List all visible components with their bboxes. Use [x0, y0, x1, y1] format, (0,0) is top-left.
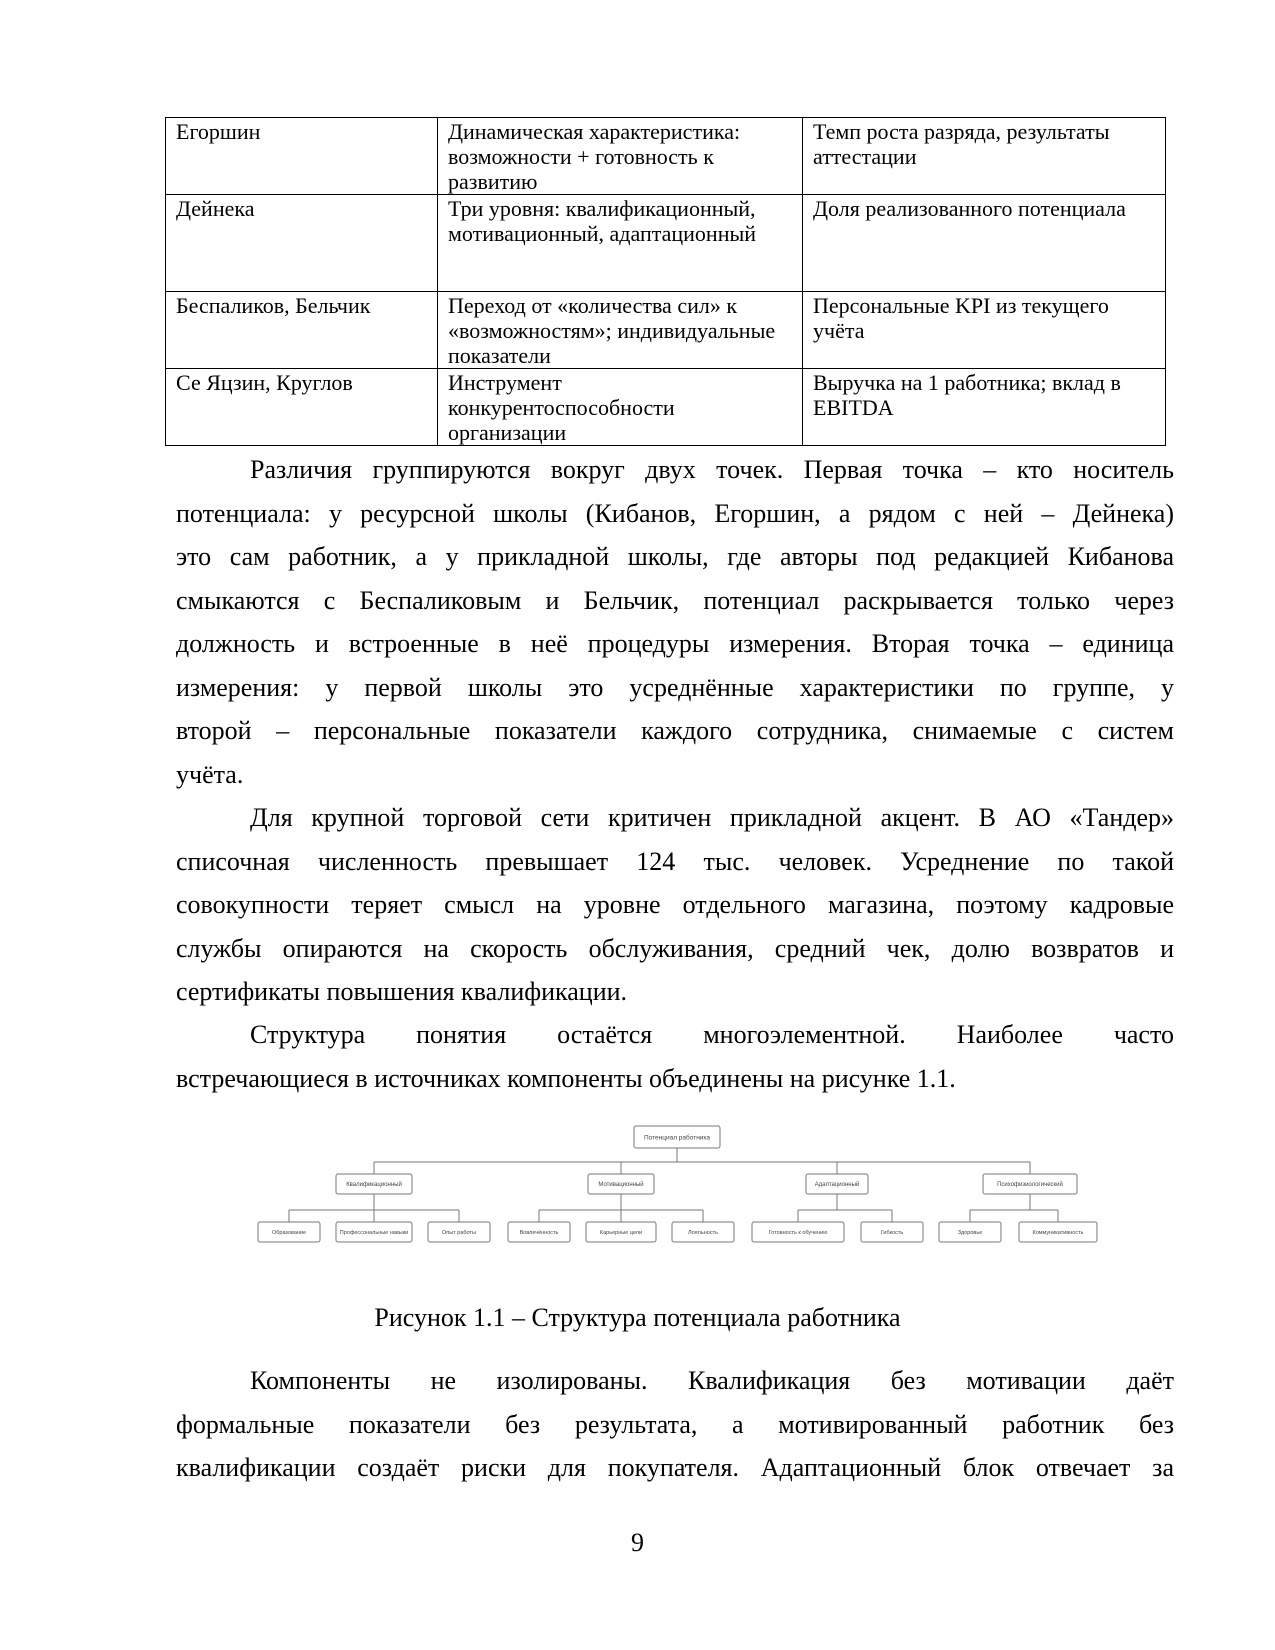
- text-line: это сам работник, а у прикладной школы, где авторы под редакцией Кибанова: [176, 542, 1174, 571]
- table-row: [166, 118, 1166, 195]
- text-line: встречающиеся в источниках компоненты объединены на рисунке 1.1.: [176, 1063, 956, 1093]
- table-cell-author: Дейнека: [166, 195, 438, 292]
- diagram-child-label: Гибкость: [880, 1229, 904, 1236]
- table-cell-author: Егоршин: [166, 118, 438, 195]
- text-line: совокупности теряет смысл на уровне отдельного магазина, поэтому кадровые: [176, 890, 1174, 919]
- text-line: Структура понятия остаётся многоэлементной. Наиболее часто: [250, 1020, 1174, 1049]
- diagram-group-label: Адаптационный: [814, 1182, 860, 1189]
- table-cell-concept: Три уровня: квалификационный, мотивационный, адаптационный: [438, 195, 803, 292]
- text-line: должность и встроенные в неё процедуры измерения. Вторая точка – единица: [176, 629, 1174, 658]
- text-line: Различия группируются вокруг двух точек. Первая точка – кто носитель: [250, 455, 1174, 484]
- diagram-child-label: Коммуникативность: [1032, 1229, 1084, 1236]
- paragraph-tander: [176, 796, 1174, 1014]
- table-cell-measure: Выручка на 1 работника; вклад в EBITDA: [803, 369, 1166, 446]
- table-row: [166, 369, 1166, 446]
- text-line: потенциала: у ресурсной школы (Кибанов, Егоршин, а рядом с ней – Дейнека): [176, 498, 1174, 528]
- text-line: второй – персональные показатели каждого сотрудника, снимаемые с систем: [176, 716, 1174, 745]
- text-line: квалификации создаёт риски для покупателя. Адаптационный блок отвечает за: [176, 1453, 1174, 1482]
- table-cell-concept: Динамическая характеристика: возможности + готовность к развитию: [438, 118, 803, 195]
- paragraph-structure: [176, 1013, 1174, 1100]
- diagram-child-label: Здоровье: [957, 1229, 983, 1236]
- paragraph-components: [176, 1359, 1174, 1490]
- table-cell-measure: Персональные KPI из текущего учёта: [803, 292, 1166, 369]
- comparison-table: [165, 117, 1166, 446]
- text-line: Компоненты не изолированы. Квалификация без мотивации даёт: [250, 1366, 1174, 1395]
- text-line: сертификаты повышения квалификации.: [176, 977, 628, 1006]
- table-cell-author: Се Яцзин, Круглов: [166, 369, 438, 446]
- text-line: службы опираются на скорость обслуживания, средний чек, долю возвратов и: [176, 933, 1174, 963]
- figure-potential-structure: [0, 1120, 1275, 1260]
- table-cell-author: Беспаликов, Бельчик: [166, 292, 438, 369]
- diagram-group-label: Квалификационный: [346, 1182, 402, 1189]
- text-line: учёта.: [176, 759, 244, 789]
- figure-caption: Рисунок 1.1 – Структура потенциала работника: [374, 1303, 901, 1332]
- diagram-child-label: Опыт работы: [442, 1229, 476, 1236]
- text-line: формальные показатели без результата, а мотивированный работник без: [176, 1409, 1174, 1439]
- diagram-child-label: Образование: [271, 1229, 307, 1236]
- text-line: Для крупной торговой сети критичен прикладной акцент. В АО «Тандер»: [250, 803, 1174, 832]
- diagram-group-label: Психофизиологический: [997, 1182, 1063, 1189]
- sources-table: [165, 117, 1165, 446]
- diagram-group-label: Мотивационный: [598, 1182, 644, 1189]
- text-line: смыкаются с Беспаликовым и Бельчик, потенциал раскрывается только через: [176, 585, 1174, 615]
- diagram-root-label: Потенциал работника: [643, 1134, 711, 1142]
- table-row: [166, 292, 1166, 369]
- diagram-child-label: Вовлечённость: [519, 1229, 559, 1236]
- text-line: списочная численность превышает 124 тыс. человек. Усреднение по такой: [176, 846, 1174, 876]
- paragraph-schools-difference: [176, 448, 1174, 796]
- diagram-child-label: Профессональные навыки: [339, 1229, 409, 1236]
- diagram-child-label: Лояльность: [688, 1229, 718, 1236]
- diagram-child-label: Карьерные цели: [599, 1229, 643, 1236]
- structure-diagram: [0, 1120, 1275, 1260]
- text-line: измерения: у первой школы это усреднённые характеристики по группе, у: [176, 672, 1174, 702]
- diagram-child-label: Готовность к обучению: [768, 1229, 828, 1236]
- table-row: [166, 195, 1166, 292]
- table-cell-measure: Доля реализованного потенциала: [803, 195, 1166, 292]
- table-cell-concept: Инструмент конкурентоспособности организации: [438, 369, 803, 446]
- table-cell-measure: Темп роста разряда, результаты аттестации: [803, 118, 1166, 195]
- page-number: 9: [631, 1528, 644, 1557]
- table-cell-concept: Переход от «количества сил» к «возможностям»; индивидуальные показатели: [438, 292, 803, 369]
